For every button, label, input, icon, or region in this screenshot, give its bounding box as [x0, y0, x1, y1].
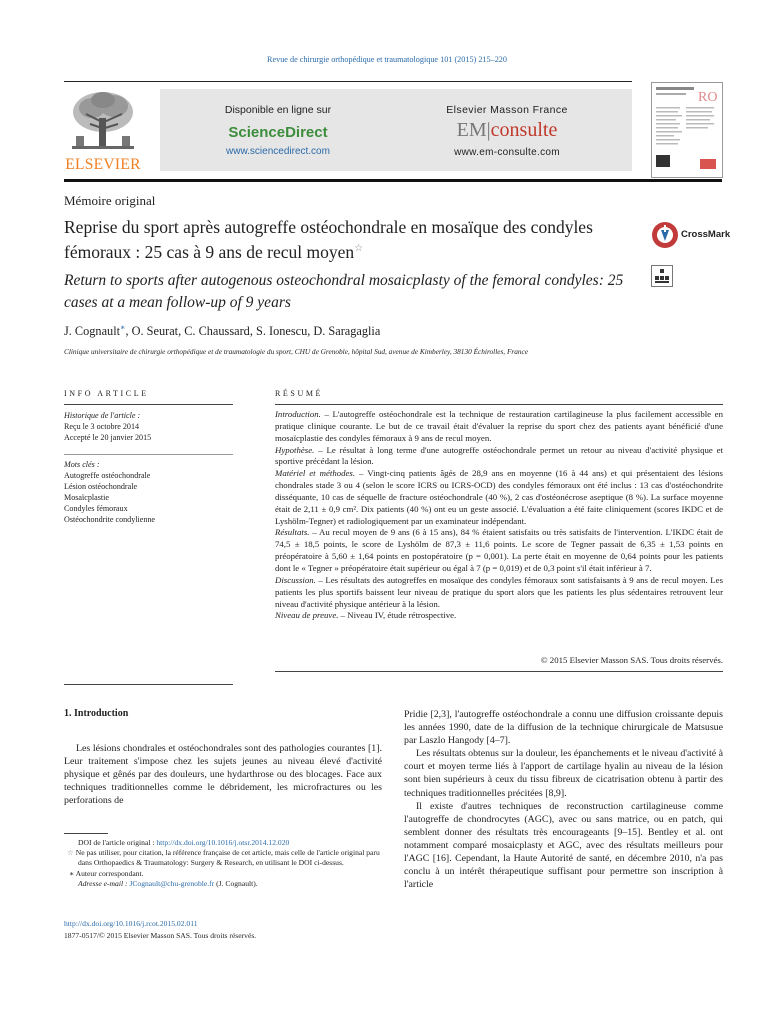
article-doi-link[interactable]: http://dx.doi.org/10.1016/j.rcot.2015.02.011	[64, 919, 198, 928]
section-heading-introduction: 1. Introduction	[64, 708, 129, 719]
crossmark-badge[interactable]	[651, 221, 731, 249]
resume-heading: RÉSUMÉ	[275, 389, 324, 398]
author[interactable]: D. Saragaglia	[313, 324, 381, 339]
info-bottom-rule	[64, 684, 233, 685]
body-column-right	[404, 708, 723, 891]
body-paragraph: Il existe d'autres techniques de reconstruction cartilagineuse comme l'autogreffe de chondrocytes (AGC), avec ou sans matrice, ou en patch, qui semblent donner des résultats très encourageants [9–15]. Bentley et al. ont notamment comparé mosaicplasty et AGC, avec des résultats meilleurs pour l'AGC [16]. Cependant, la Haute Autorité de santé, en décembre 2010, n'a pas conclu à un intérêt thérapeutique suffisant pour permettre son inscription à l'article	[404, 800, 723, 891]
info-article-heading: INFO ARTICLE	[64, 389, 149, 398]
abstract	[275, 409, 723, 622]
abstract-paragraph: Matériel et méthodes. – Vingt-cinq patients âgés de 28,9 ans en moyenne (16 à 44 ans) et qui présentaient des lésions chondrales stade 3 ou 4 (selon le score ICRS ou ICRS-OCD) des condyles fémoraux ont été inclus : 13 cas d'ostéochondrite disséquante, 10 cas de séquelle de fracture ostéochondrale (40 %), 2 cas d'ostéonécrose aseptique (8 %). La surface moyenne était de 2,11 ± 0,9 cm². Dix patients (40 %) ont eu un geste associé. L'évaluation a été faite cliniquement (scores IKDC et de Lyshölm-Tegner) et radiologiquement par un examinateur indépendant.	[275, 468, 723, 526]
available-online-label: Disponible en ligne sur	[224, 104, 332, 116]
sciencedirect-link[interactable]: www.sciencedirect.com	[226, 146, 330, 157]
article-type: Mémoire original	[64, 193, 156, 208]
resume-rule	[275, 404, 723, 405]
keyword: Mosaïcplastie	[64, 493, 109, 502]
crossmark-icon	[651, 221, 679, 249]
author-list: J. Cognault∗, O. Seurat, C. Chaussard, S. Ionescu, D. Saragaglia	[64, 323, 381, 339]
author[interactable]: C. Chaussard	[184, 324, 250, 339]
em-consulte-logo[interactable]: EM|consulte	[456, 119, 558, 141]
open-access-icon[interactable]	[651, 265, 673, 287]
info-divider	[64, 454, 233, 455]
journal-cover-thumbnail[interactable]	[651, 82, 723, 178]
keywords-block	[64, 459, 234, 525]
em-consulte-link[interactable]: www.em-consulte.com	[454, 147, 560, 158]
abstract-paragraph: Discussion. – Les résultats des autogreffes en mosaïque des condyles fémoraux sont satisfaisants à 9 ans de recul moyen. Les patients les plus sportifs baissent leur niveau de pratique du sport alors que les patients les plus sédentaires retrouvent leur niveau d'activité physique antérieur à la lésion.	[275, 574, 723, 609]
body-paragraph: Pridie [2,3], l'autogreffe ostéochondrale a connu une diffusion croissante depuis les années 1990, date de la diffusion de la technique chirurgicale de Matsusue par Laszlo Hangody [4–7].	[404, 709, 723, 747]
keyword: Autogreffe ostéochondrale	[64, 471, 151, 480]
title-french	[64, 216, 634, 263]
keyword: Condyles fémoraux	[64, 504, 128, 513]
info-rule	[64, 404, 233, 405]
received-date: Reçu le 3 octobre 2014	[64, 422, 140, 431]
em-logo-left: EM	[456, 119, 487, 141]
affiliation: Clinique universitaire de chirurgie orthopédique et de traumatologie du sport, CHU de Grenoble, hôpital Sud, avenue de Kimberley, 38130 Échirolles, France	[64, 347, 529, 356]
author-email-link[interactable]: JCognault@chu-grenoble.fr	[129, 878, 215, 888]
em-logo-right: consulte	[490, 119, 558, 141]
footnote-rule	[64, 833, 108, 834]
footnote-email: Adresse e-mail : JCognault@chu-grenoble.fr (J. Cognault).	[78, 878, 258, 888]
keywords-label: Mots clés :	[64, 460, 100, 469]
copyright-line: © 2015 Elsevier Masson SAS. Tous droits réservés.	[540, 655, 723, 665]
footnote-doi: DOI de l'article original : http://dx.doi.org/10.1016/j.otsr.2014.12.020	[78, 838, 290, 847]
svg-text:RO: RO	[698, 90, 718, 105]
issn-line: 1877-0517/© 2015 Elsevier Masson SAS. Tous droits réservés.	[64, 931, 257, 940]
title-star-mark[interactable]: ☆	[354, 243, 364, 254]
title-english: Return to sports after autogenous osteochondral mosaicplasty of the femoral condyles: 25 cases at a mean follow-up of 9 years	[64, 272, 624, 311]
author[interactable]: J. Cognault∗	[64, 323, 126, 339]
footnote-corresponding: ∗ Auteur correspondant.	[69, 868, 144, 878]
resume-bottom-rule	[275, 671, 723, 672]
footnote-star: ☆ Ne pas utiliser, pour citation, la référence française de cet article, mais celle de l'article original paru dans Orthopaedics & Traumatology: Surgery & Research, en utilisant le DOI ci-dessus.	[67, 848, 380, 868]
footnotes	[64, 838, 382, 889]
body-paragraph: Les résultats obtenus sur la douleur, les épanchements et le niveau d'activité à court et moyen terme liés à l'apport de cartilage hyalin au niveau de la lésion sont bien supérieurs à ceux du tissu fibreux de cicatrisation obtenu à partir des techniques traditionnelles précitées [8,9].	[404, 748, 723, 799]
body-column-left	[64, 742, 382, 807]
keyword: Lésion ostéochondrale	[64, 482, 138, 491]
history-label: Historique de l'article :	[64, 411, 141, 420]
keyword: Ostéochondrite condylienne	[64, 515, 156, 524]
author[interactable]: O. Seurat	[131, 324, 179, 339]
header-top-rule	[64, 81, 632, 82]
abstract-paragraph: Hypothèse. – Le résultat à long terme d'une autogreffe ostéochondrale permet un retour au niveau d'activité physique et sportive précédant la lésion.	[275, 444, 723, 467]
article-history	[64, 410, 234, 443]
elsevier-tree-logo	[64, 88, 142, 156]
title-french-text: Reprise du sport après autogreffe ostéochondrale en mosaïque des condyles fémoraux : 25 cas à 9 ans de recul moyen	[64, 217, 593, 262]
crossmark-label: CrossMark	[681, 229, 731, 240]
original-doi-link[interactable]: http://dx.doi.org/10.1016/j.otsr.2014.12.020	[156, 838, 290, 847]
accepted-date: Accepté le 20 janvier 2015	[64, 433, 152, 442]
abstract-paragraph: Niveau de preuve. – Niveau IV, étude rétrospective.	[275, 610, 457, 621]
abstract-paragraph: Introduction. – L'autogreffe ostéochondrale est la technique de restauration cartilagineuse la plus facilement accessible en pratique clinique courante. Le but de ce travail était d'évaluer la reprise du sport chez des patients ayant bénéficié d'une mosaïcplastie des condyles fémoraux à 9 ans de recul moyen.	[275, 409, 723, 443]
author[interactable]: S. Ionescu	[255, 324, 308, 339]
abstract-paragraph: Résultats. – Au recul moyen de 9 ans (6 à 15 ans), 84 % étaient satisfaits ou très satisfaits de l'intervention. L'IKDC était de 74,5 ± 18,5 points, le score de Lyshölm de 87,3 ± 11,6 points. Le score de Tegner passait de 6,35 ± 1,53 points en préopératoire à 5,60 ± 1,64 points en postopératoire (p = 0,001). La perte était en moyenne de 0,64 points pour les patients dont le « Tegner » préopératoire était supérieur ou égal à 7 (p = 0,019) et de 0,3 point s'il était inférieur à 7.	[275, 527, 723, 573]
journal-reference[interactable]: Revue de chirurgie orthopédique et traumatologique 101 (2015) 215–220	[267, 55, 507, 64]
elsevier-wordmark: ELSEVIER	[65, 156, 141, 173]
header-bottom-rule	[64, 179, 722, 182]
sciencedirect-logo[interactable]: ScienceDirect	[228, 124, 328, 141]
body-paragraph: Les lésions chondrales et ostéochondrales sont des pathologies courantes [1]. Leur traitement s'impose chez les sujets jeunes au niveau élevé d'activité physique et gênés par des douleurs, une hydarthrose ou des blocages. Face aux techniques traditionnelles comme le débridement, les microfractures ou les perforations de	[64, 743, 382, 807]
em-publisher-label: Elsevier Masson France	[446, 104, 568, 116]
